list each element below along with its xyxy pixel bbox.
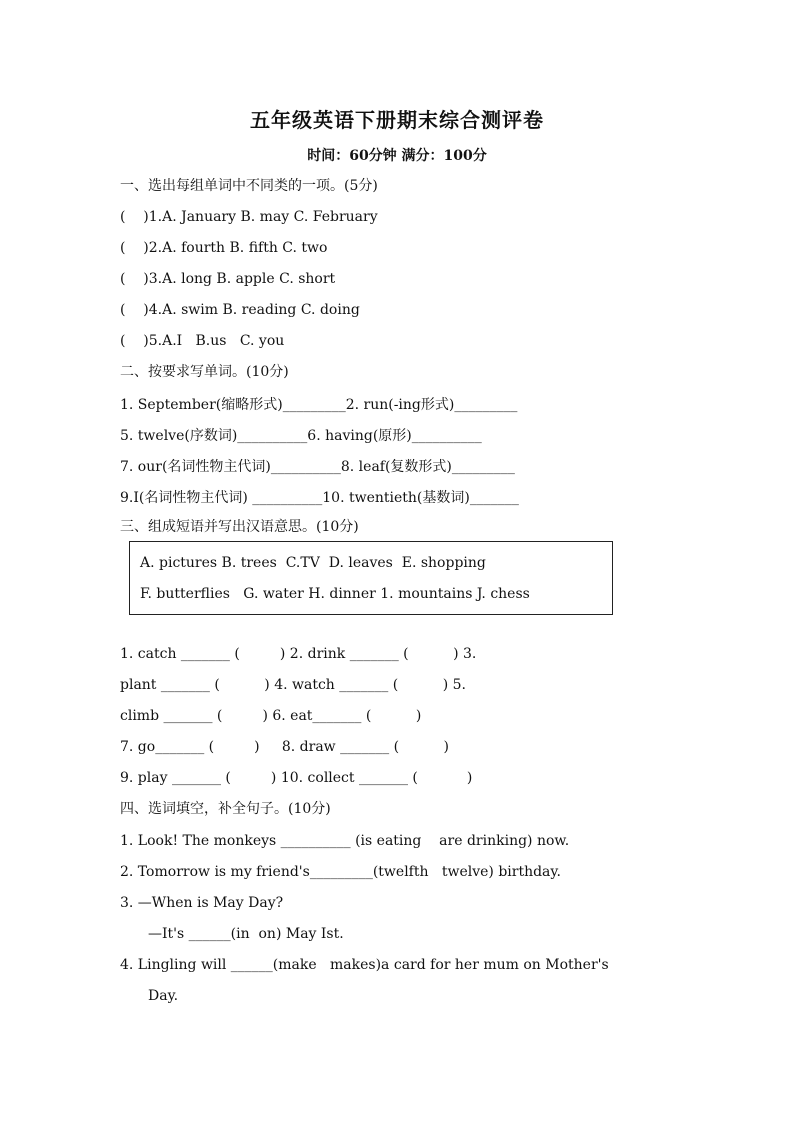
question-item: climb _______ ( ) 6. eat_______ ( ) <box>120 708 422 724</box>
page-title: 五年级英语下册期末综合测评卷 <box>250 108 544 132</box>
page-subtitle: 时间：60分钟 满分：100分 <box>307 148 487 164</box>
question-item: 3. —When is May Day? <box>120 895 284 911</box>
question-item: Day. <box>148 988 179 1004</box>
word-bank-box <box>129 541 613 615</box>
question-item: 4. Lingling will ______(make makes)a card for her mum on Mother's <box>120 957 609 973</box>
question-item: ( )4.A. swim B. reading C. doing <box>120 302 360 318</box>
question-item: plant _______ ( ) 4. watch _______ ( ) 5. <box>120 677 466 693</box>
section-heading: 三、组成短语并写出汉语意思。(10分) <box>120 519 359 535</box>
word-bank-line: A. pictures B. trees C.TV D. leaves E. shopping <box>140 555 486 571</box>
section-heading: 一、选出每组单词中不同类的一项。(5分) <box>120 178 378 194</box>
question-item: ( )5.A.I B.us C. you <box>120 333 285 349</box>
question-item: 5. twelve(序数词)__________6. having(原形)__________ <box>120 428 482 444</box>
question-item: 1. Look! The monkeys __________ (is eating are drinking) now. <box>120 833 570 849</box>
question-item: 9.I(名词性物主代词) __________10. twentieth(基数词)_______ <box>120 490 519 506</box>
question-item: ( )2.A. fourth B. fifth C. two <box>120 240 328 256</box>
word-bank-line: F. butterflies G. water H. dinner 1. mountains J. chess <box>140 586 530 602</box>
section-heading: 四、选词填空，补全句子。(10分) <box>120 801 331 817</box>
question-item: 2. Tomorrow is my friend's_________(twelfth twelve) birthday. <box>120 864 561 880</box>
question-item: 1. catch _______ ( ) 2. drink _______ ( ) 3. <box>120 646 477 662</box>
question-item: ( )1.A. January B. may C. February <box>120 209 378 225</box>
question-item: 1. September(缩略形式)_________2. run(-ing形式)_________ <box>120 397 518 413</box>
question-item: 9. play _______ ( ) 10. collect _______ ( ) <box>120 770 473 786</box>
question-item: ( )3.A. long B. apple C. short <box>120 271 336 287</box>
question-item: 7. go_______ ( ) 8. draw _______ ( ) <box>120 739 449 755</box>
question-item: 7. our(名词性物主代词)__________8. leaf(复数形式)_________ <box>120 459 515 475</box>
question-item: —It's ______(in on) May Ist. <box>148 926 344 942</box>
section-heading: 二、按要求写单词。(10分) <box>120 364 289 380</box>
